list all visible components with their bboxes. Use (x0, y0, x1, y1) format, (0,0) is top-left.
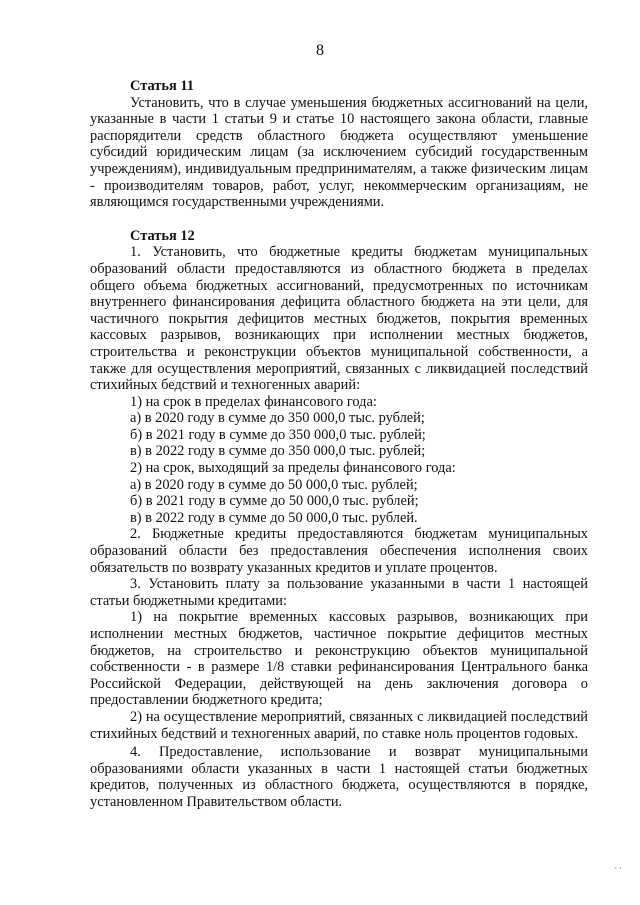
page-number: 8 (316, 42, 324, 59)
list-1-item-b: б) в 2021 году в сумме до 350 000,0 тыс. рублей; (130, 426, 426, 443)
list-1-title: 1) на срок в пределах финансового года: (130, 393, 377, 410)
scan-artifact: · · (613, 863, 622, 873)
article-12-paragraph-4: 4. Предоставление, использование и возврат муниципальными образованиями области указанных в части 1 настоящей статьи бюджетных кредитов, полученных из областного бюджета, осуществляются в порядке, установленном Правительством области. (90, 744, 588, 810)
list-1-item-c: в) в 2022 году в сумме до 350 000,0 тыс. рублей; (130, 443, 426, 460)
article-12-heading: Статья 12 (130, 227, 195, 244)
list-2-item-b: б) в 2021 году в сумме до 50 000,0 тыс. рублей; (130, 493, 419, 510)
article-12-paragraph-1: 1. Установить, что бюджетные кредиты бюджетам муниципальных образований области предоставляются из областного бюджета в пределах общего объема бюджетных ассигнований, предусмотренных по источникам внутреннего финансирования дефицита областного бюджета на эти цели, для частичного покрытия дефицитов местных бюджетов, покрытия временных кассовых разрывов, возникающих при исполнении местных бюджетов, строительства и реконструкции объектов муниципальной собственности, а также для осуществления мероприятий, связанных с ликвидацией последствий стихийных бедствий и техногенных аварий: (90, 244, 588, 394)
list-2-item-c: в) в 2022 году в сумме до 50 000,0 тыс. рублей. (130, 509, 418, 526)
list-2-item-a: а) в 2020 году в сумме до 50 000,0 тыс. рублей; (130, 476, 418, 493)
article-11-heading: Статья 11 (130, 78, 194, 94)
article-12-paragraph-3-item-1: 1) на покрытие временных кассовых разрывов, возникающих при исполнении местных бюджетов, частичное покрытие дефицитов местных бюджетов, на строительство и реконструкцию объектов муниципальной собственности - в размере 1/8 ставки рефинансирования Центрального банка Российской Федерации, действующей на день заключения договора о предоставлении бюджетного кредита; (90, 609, 588, 709)
article-11-text: Установить, что в случае уменьшения бюджетных ассигнований на цели, указанные в части 1 статьи 9 и статье 10 настоящего закона области, главные распорядители средств областного бюджета осуществляют уменьшение субсидий юридическим лицам (за исключением субсидий государственным учреждениям), индивидуальным предпринимателям, а также физическим лицам - производителям товаров, работ, услуг, некоммерческим организациям, не являющимся государственными учреждениями. (90, 94, 588, 211)
article-12-paragraph-3: 3. Установить плату за пользование указанными в части 1 настоящей статьи бюджетными кредитами: (90, 576, 588, 609)
list-1-item-a: а) в 2020 году в сумме до 350 000,0 тыс. рублей; (130, 410, 425, 427)
article-12-paragraph-3-item-2: 2) на осуществление мероприятий, связанных с ликвидацией последствий стихийных бедствий и техногенных аварий, по ставке ноль процентов годовых. (90, 708, 588, 742)
list-2-title: 2) на срок, выходящий за пределы финансового года: (130, 460, 456, 477)
article-12-paragraph-2: 2. Бюджетные кредиты предоставляются бюджетам муниципальных образований области без предоставления обеспечения исполнения своих обязательств по возврату указанных кредитов и уплате процентов. (90, 526, 588, 576)
document-body (90, 78, 588, 811)
